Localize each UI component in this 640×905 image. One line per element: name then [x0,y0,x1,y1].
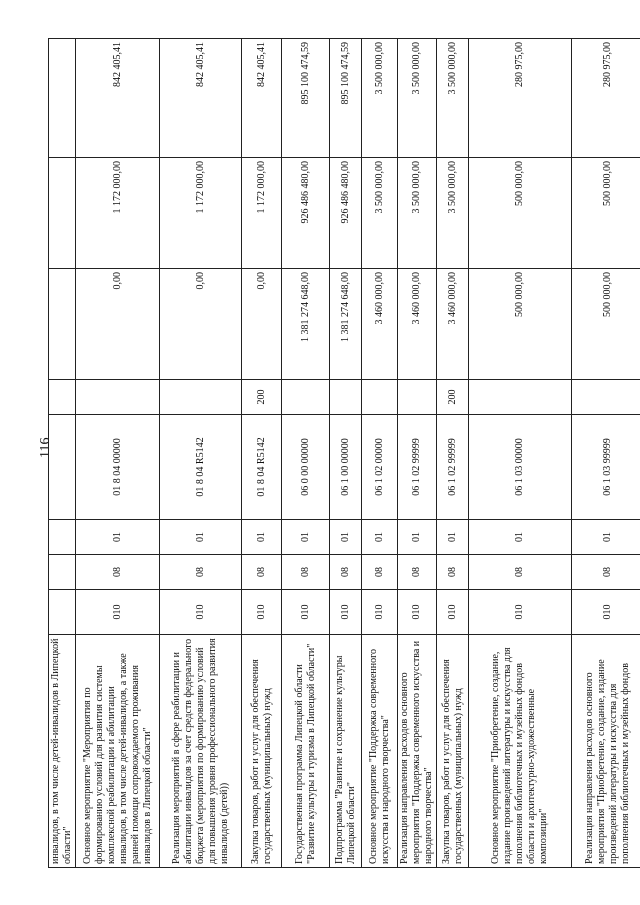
amount-year-3-cell: 895 100 474,59 [282,39,330,158]
amount-year-1-cell: 3 460 000,00 [362,269,398,380]
row-name-cell: Реализация мероприятий в сфере реабилитации и абилитации инвалидов за счет средств федерального бюджета (мероприятия по формированию условий для повышения уровня профессионального развития инвалидов (детей)) [160,635,242,868]
table-row [76,39,160,868]
amount-year-1-cell: 3 460 000,00 [398,269,437,380]
row-name-cell: Реализация направления расходов основного мероприятия "Приобретение, создание, издание произведений литературы и искусства для пополнения библиотечных и музейных фондов [572,635,640,868]
expense-type-cell [282,380,330,415]
amount-year-1-cell: 0,00 [76,269,160,380]
section-cell: 08 [282,555,330,590]
subsection-cell [49,520,76,555]
row-name-cell: Государственная программа Липецкой области "Развитие культуры и туризма в Липецкой области" [282,635,330,868]
target-article-cell: 06 1 03 99999 [572,415,640,520]
section-cell: 08 [572,555,640,590]
expense-type-cell [362,380,398,415]
table-row [49,39,76,868]
admin-code-cell: 010 [572,590,640,635]
table-row [362,39,398,868]
target-article-cell: 06 0 00 00000 [282,415,330,520]
section-cell: 08 [362,555,398,590]
table-row [437,39,469,868]
amount-year-3-cell [49,39,76,158]
row-name-cell: Основное мероприятие "Поддержка современного искусства и народного творчества" [362,635,398,868]
subsection-cell: 01 [242,520,282,555]
subsection-cell: 01 [437,520,469,555]
admin-code-cell [49,590,76,635]
section-cell: 08 [76,555,160,590]
amount-year-2-cell: 1 172 000,00 [242,158,282,269]
page-number: 116 [38,437,53,458]
target-article-cell: 06 1 00 00000 [330,415,362,520]
section-cell: 08 [242,555,282,590]
expense-type-cell [330,380,362,415]
amount-year-2-cell: 500 000,00 [469,158,572,269]
subsection-cell: 01 [398,520,437,555]
amount-year-2-cell: 1 172 000,00 [160,158,242,269]
row-name-cell: Основное мероприятие "Мероприятия по формированию условий для развития системы комплексной реабилитации и абилитации инвалидов, в том числе детей-инвалидов, а также ранней помощи сопровождаемого проживания инвалидов в Липецкой области" [76,635,160,868]
table-row [572,39,640,868]
table-row [242,39,282,868]
target-article-cell: 06 1 02 99999 [437,415,469,520]
expense-type-cell [49,380,76,415]
target-article-cell: 06 1 03 00000 [469,415,572,520]
row-name-cell: инвалидов, в том числе детей-инвалидов в Липецкой области" [49,635,76,868]
target-article-cell: 06 1 02 99999 [398,415,437,520]
section-cell [49,555,76,590]
row-name-cell: Реализация направления расходов основного мероприятия "Поддержка современного искусства и народного творчества" [398,635,437,868]
target-article-cell: 01 8 04 R5142 [242,415,282,520]
section-cell: 08 [160,555,242,590]
subsection-cell: 01 [160,520,242,555]
admin-code-cell: 010 [469,590,572,635]
amount-year-2-cell: 3 500 000,00 [362,158,398,269]
table-row [160,39,242,868]
amount-year-2-cell: 3 500 000,00 [437,158,469,269]
amount-year-1-cell: 500 000,00 [469,269,572,380]
admin-code-cell: 010 [362,590,398,635]
section-cell: 08 [469,555,572,590]
amount-year-1-cell: 1 381 274 648,00 [330,269,362,380]
target-article-cell: 06 1 02 00000 [362,415,398,520]
subsection-cell: 01 [572,520,640,555]
amount-year-3-cell: 3 500 000,00 [398,39,437,158]
amount-year-1-cell: 0,00 [160,269,242,380]
row-name-cell: Основное мероприятие "Приобретение, создание, издание произведений литературы и искусства для пополнения библиотечных и музейных фондов области и архитектурно-художественные композиции" [469,635,572,868]
admin-code-cell: 010 [242,590,282,635]
subsection-cell: 01 [469,520,572,555]
row-name-cell: Закупка товаров, работ и услуг для обеспечения государственных (муниципальных) нужд [437,635,469,868]
budget-table [48,38,640,868]
admin-code-cell: 010 [330,590,362,635]
subsection-cell: 01 [76,520,160,555]
expense-type-cell [160,380,242,415]
amount-year-3-cell: 3 500 000,00 [362,39,398,158]
expense-type-cell: 200 [437,380,469,415]
subsection-cell: 01 [330,520,362,555]
expense-type-cell: 200 [242,380,282,415]
row-name-cell: Подпрограмма "Развитие и сохранение культуры Липецкой области" [330,635,362,868]
amount-year-1-cell [49,269,76,380]
target-article-cell: 01 8 04 00000 [76,415,160,520]
admin-code-cell: 010 [437,590,469,635]
admin-code-cell: 010 [282,590,330,635]
amount-year-2-cell: 500 000,00 [572,158,640,269]
table-row [282,39,330,868]
amount-year-3-cell: 842 405,41 [76,39,160,158]
amount-year-3-cell: 842 405,41 [242,39,282,158]
amount-year-1-cell: 3 460 000,00 [437,269,469,380]
amount-year-1-cell: 1 381 274 648,00 [282,269,330,380]
subsection-cell: 01 [362,520,398,555]
target-article-cell: 01 8 04 R5142 [160,415,242,520]
amount-year-3-cell: 842 405,41 [160,39,242,158]
expense-type-cell [398,380,437,415]
amount-year-3-cell: 280 975,00 [469,39,572,158]
budget-table-container [48,39,631,868]
row-name-cell: Закупка товаров, работ и услуг для обеспечения государственных (муниципальных) нужд [242,635,282,868]
table-row [469,39,572,868]
amount-year-2-cell: 3 500 000,00 [398,158,437,269]
amount-year-1-cell: 500 000,00 [572,269,640,380]
amount-year-2-cell: 926 486 480,00 [282,158,330,269]
expense-type-cell [469,380,572,415]
amount-year-3-cell: 280 975,00 [572,39,640,158]
section-cell: 08 [398,555,437,590]
table-row [330,39,362,868]
target-article-cell [49,415,76,520]
expense-type-cell [76,380,160,415]
amount-year-1-cell: 0,00 [242,269,282,380]
amount-year-2-cell: 1 172 000,00 [76,158,160,269]
admin-code-cell: 010 [160,590,242,635]
subsection-cell: 01 [282,520,330,555]
admin-code-cell: 010 [398,590,437,635]
section-cell: 08 [330,555,362,590]
amount-year-3-cell: 3 500 000,00 [437,39,469,158]
section-cell: 08 [437,555,469,590]
amount-year-2-cell [49,158,76,269]
admin-code-cell: 010 [76,590,160,635]
amount-year-2-cell: 926 486 480,00 [330,158,362,269]
table-row [398,39,437,868]
expense-type-cell [572,380,640,415]
amount-year-3-cell: 895 100 474,59 [330,39,362,158]
